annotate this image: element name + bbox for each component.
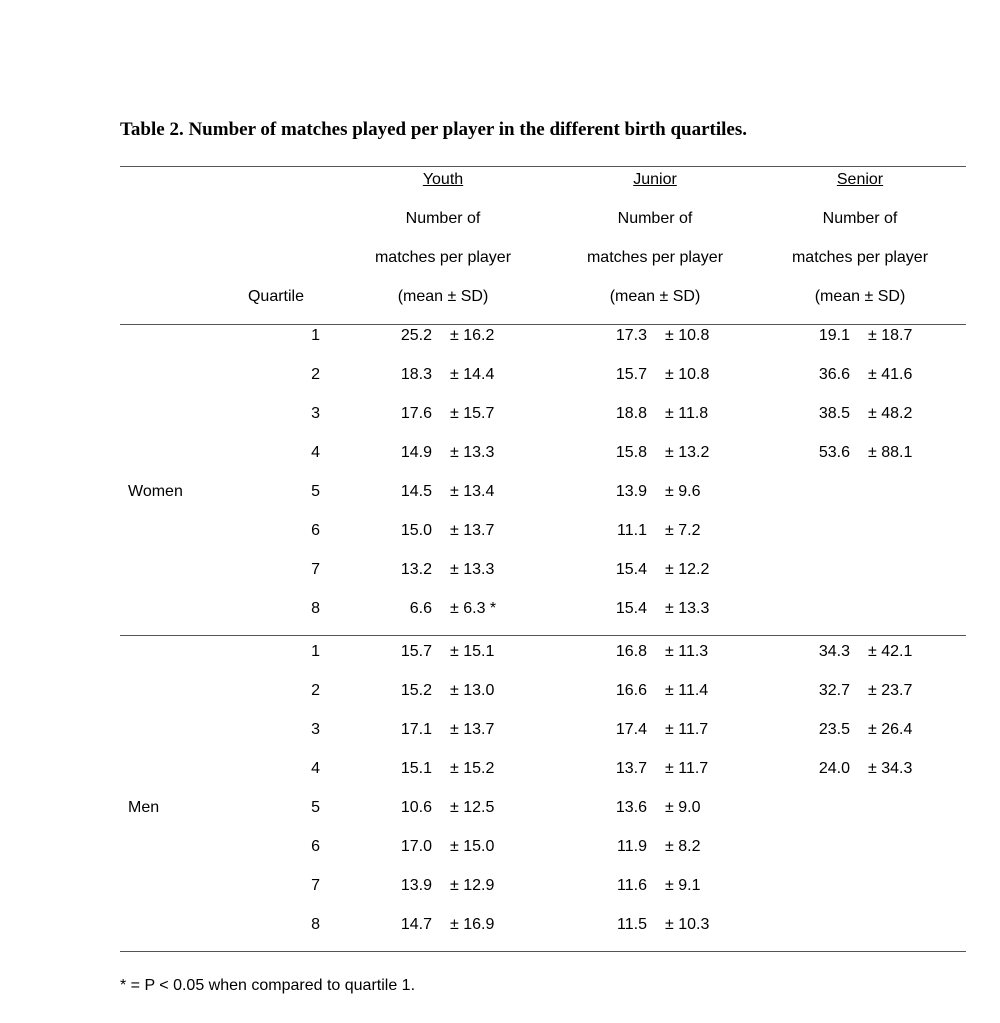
cell-sd: ± 14.4 <box>450 366 495 383</box>
cell-mean: 17.0 <box>400 838 432 855</box>
cell-mean: 15.4 <box>615 600 647 617</box>
cell-sd: ± 16.9 <box>450 916 495 933</box>
cell-sd: ± 15.0 <box>450 838 495 855</box>
cell-mean: 25.2 <box>400 327 432 344</box>
cell-mean: 16.8 <box>615 643 647 660</box>
quartile-number: 5 <box>311 799 320 816</box>
group-header-senior: Senior <box>836 171 884 188</box>
cell-sd: ± 10.8 <box>665 327 710 344</box>
cell-mean: 24.0 <box>818 760 850 777</box>
cell-sd: ± 13.7 <box>450 721 495 738</box>
section-label-men: Men <box>128 799 160 816</box>
cell-sd: ± 13.7 <box>450 522 495 539</box>
cell-sd: ± 11.4 <box>665 682 709 699</box>
section-label-women: Women <box>128 483 183 500</box>
cell-sd: ± 42.1 <box>868 643 913 660</box>
section-bottom-rule <box>120 951 966 952</box>
cell-mean: 13.7 <box>615 760 647 777</box>
cell-mean: 15.8 <box>615 444 647 461</box>
cell-mean: 15.1 <box>400 760 432 777</box>
quartile-number: 2 <box>311 682 320 699</box>
cell-mean: 10.6 <box>400 799 432 816</box>
cell-mean: 19.1 <box>818 327 850 344</box>
quartile-number: 5 <box>311 483 320 500</box>
table-top-rule <box>120 166 966 167</box>
cell-mean: 14.7 <box>400 916 432 933</box>
cell-sd: ± 11.7 <box>665 760 709 777</box>
quartile-number: 8 <box>311 600 320 617</box>
cell-mean: 6.6 <box>409 600 432 617</box>
cell-sd: ± 88.1 <box>868 444 913 461</box>
cell-sd: ± 15.1 <box>450 643 495 660</box>
cell-mean: 11.9 <box>617 838 647 855</box>
cell-mean: 11.1 <box>617 522 647 539</box>
quartile-number: 2 <box>311 366 320 383</box>
quartile-number: 7 <box>311 877 320 894</box>
cell-sd: ± 11.7 <box>665 721 709 738</box>
cell-mean: 13.2 <box>400 561 432 578</box>
cell-mean: 15.7 <box>400 643 432 660</box>
footnote: * = P < 0.05 when compared to quartile 1. <box>120 977 416 994</box>
header-bottom-rule <box>120 324 966 325</box>
quartile-number: 1 <box>311 643 320 660</box>
group-subheader-line1: Number of <box>405 210 481 227</box>
quartile-number: 1 <box>311 327 320 344</box>
group-subheader-line3: (mean ± SD) <box>397 288 489 305</box>
cell-sd: ± 34.3 <box>868 760 913 777</box>
cell-sd: ± 15.2 <box>450 760 495 777</box>
cell-mean: 23.5 <box>818 721 850 738</box>
group-subheader-line1: Number of <box>617 210 693 227</box>
cell-mean: 15.4 <box>615 561 647 578</box>
group-subheader-line2: matches per player <box>791 249 929 266</box>
group-subheader-line2: matches per player <box>374 249 512 266</box>
cell-sd: ± 13.2 <box>665 444 710 461</box>
group-header-youth: Youth <box>422 171 464 188</box>
cell-mean: 38.5 <box>818 405 850 422</box>
cell-sd: ± 12.9 <box>450 877 495 894</box>
cell-sd: ± 12.2 <box>665 561 710 578</box>
quartile-number: 4 <box>311 760 320 777</box>
cell-mean: 18.8 <box>615 405 647 422</box>
cell-sd: ± 41.6 <box>868 366 913 383</box>
cell-sd: ± 9.6 <box>665 483 701 500</box>
cell-sd: ± 48.2 <box>868 405 913 422</box>
cell-mean: 32.7 <box>818 682 850 699</box>
cell-sd: ± 7.2 <box>665 522 701 539</box>
cell-sd: ± 8.2 <box>665 838 701 855</box>
cell-sd: ± 10.8 <box>665 366 710 383</box>
cell-mean: 53.6 <box>818 444 850 461</box>
cell-sd: ± 9.0 <box>665 799 701 816</box>
cell-mean: 13.6 <box>615 799 647 816</box>
cell-sd: ± 11.3 <box>665 643 709 660</box>
cell-mean: 15.0 <box>400 522 432 539</box>
cell-mean: 17.6 <box>400 405 432 422</box>
cell-sd: ± 13.4 <box>450 483 495 500</box>
cell-sd: ± 16.2 <box>450 327 495 344</box>
cell-sd: ± 9.1 <box>665 877 701 894</box>
cell-sd: ± 11.8 <box>665 405 709 422</box>
cell-mean: 17.1 <box>400 721 432 738</box>
quartile-number: 7 <box>311 561 320 578</box>
cell-mean: 16.6 <box>615 682 647 699</box>
cell-sd: ± 10.3 <box>665 916 710 933</box>
quartile-number: 6 <box>311 522 320 539</box>
cell-sd: ± 15.7 <box>450 405 495 422</box>
group-header-junior: Junior <box>633 171 677 188</box>
cell-mean: 11.5 <box>617 916 647 933</box>
cell-mean: 15.7 <box>615 366 647 383</box>
cell-sd: ± 13.3 <box>665 600 710 617</box>
table-caption: Table 2. Number of matches played per player in the different birth quartiles. <box>120 119 747 140</box>
cell-mean: 15.2 <box>400 682 432 699</box>
cell-mean: 18.3 <box>400 366 432 383</box>
cell-mean: 11.6 <box>617 877 647 894</box>
cell-sd: ± 13.0 <box>450 682 495 699</box>
section-bottom-rule <box>120 635 966 636</box>
quartile-number: 4 <box>311 444 320 461</box>
group-subheader-line2: matches per player <box>586 249 724 266</box>
group-subheader-line1: Number of <box>822 210 898 227</box>
cell-mean: 14.9 <box>400 444 432 461</box>
quartile-number: 3 <box>311 405 320 422</box>
group-subheader-line3: (mean ± SD) <box>814 288 906 305</box>
quartile-number: 6 <box>311 838 320 855</box>
cell-mean: 17.4 <box>615 721 647 738</box>
cell-sd: ± 13.3 <box>450 561 495 578</box>
quartile-number: 3 <box>311 721 320 738</box>
cell-mean: 34.3 <box>818 643 850 660</box>
cell-sd: ± 23.7 <box>868 682 913 699</box>
cell-sd: ± 13.3 <box>450 444 495 461</box>
cell-mean: 13.9 <box>400 877 432 894</box>
cell-sd: ± 12.5 <box>450 799 495 816</box>
cell-sd: ± 18.7 <box>868 327 913 344</box>
cell-sd: ± 26.4 <box>868 721 913 738</box>
quartile-column-header: Quartile <box>247 288 305 305</box>
cell-mean: 13.9 <box>615 483 647 500</box>
quartile-number: 8 <box>311 916 320 933</box>
cell-sd: ± 6.3 * <box>450 600 497 617</box>
cell-mean: 36.6 <box>818 366 850 383</box>
cell-mean: 14.5 <box>400 483 432 500</box>
cell-mean: 17.3 <box>615 327 647 344</box>
group-subheader-line3: (mean ± SD) <box>609 288 701 305</box>
